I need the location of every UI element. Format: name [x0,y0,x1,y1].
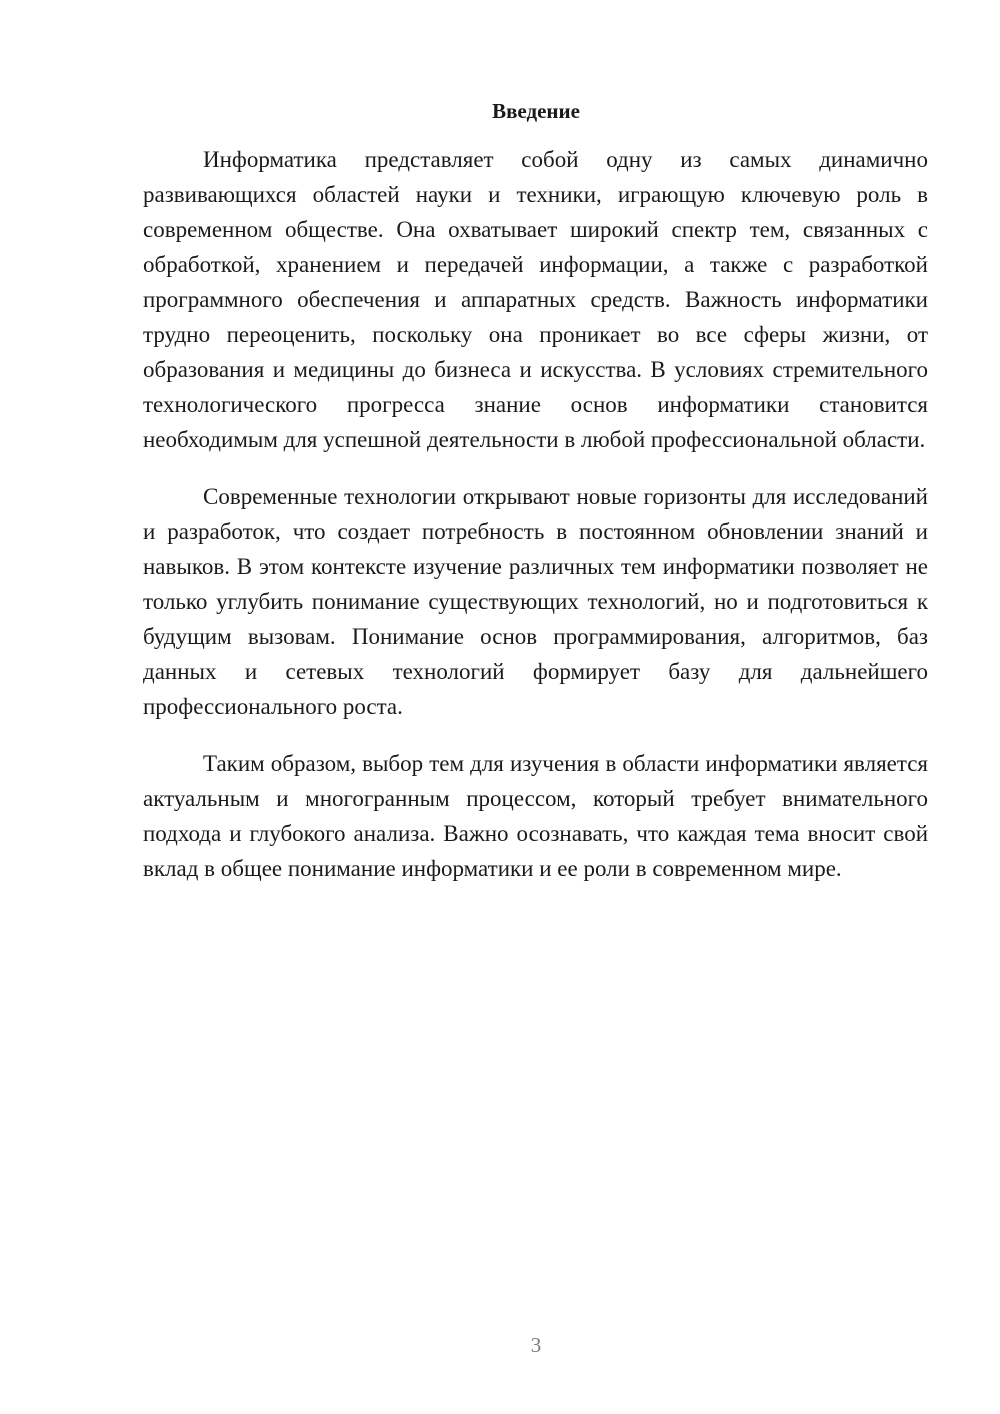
page-title: Введение [492,99,580,123]
paragraph-2: Современные технологии открывают новые горизонты для исследований и разработок, что создает потребность в постоянном обновлении знаний и навыков. В этом контексте изучение различных тем информатики позволяет не только углубить понимание существующих технологий, но и подготовиться к будущим вызовам. Понимание основ программирования, алгоритмов, баз данных и сетевых технологий формирует базу для дальнейшего профессионального роста. [143,484,928,719]
paragraph-1: Информатика представляет собой одну из самых динамично развивающихся областей науки и техники, играющую ключевую роль в современном обществе. Она охватывает широкий спектр тем, связанных с обработкой, хранением и передачей информации, а также с разработкой программного обеспечения и аппаратных средств. Важность информатики трудно переоценить, поскольку она проникает во все сферы жизни, от образования и медицины до бизнеса и искусства. В условиях стремительного технологического прогресса знание основ информатики становится необходимым для успешной деятельности в любой профессиональной области. [143,147,928,452]
document-body [143,142,928,908]
page-number: 3 [530,1333,542,1357]
paragraph-3: Таким образом, выбор тем для изучения в области информатики является актуальным и многогранным процессом, который требует внимательного подхода и глубокого анализа. Важно осознавать, что каждая тема вносит свой вклад в общее понимание информатики и ее роли в современном мире. [143,751,928,881]
